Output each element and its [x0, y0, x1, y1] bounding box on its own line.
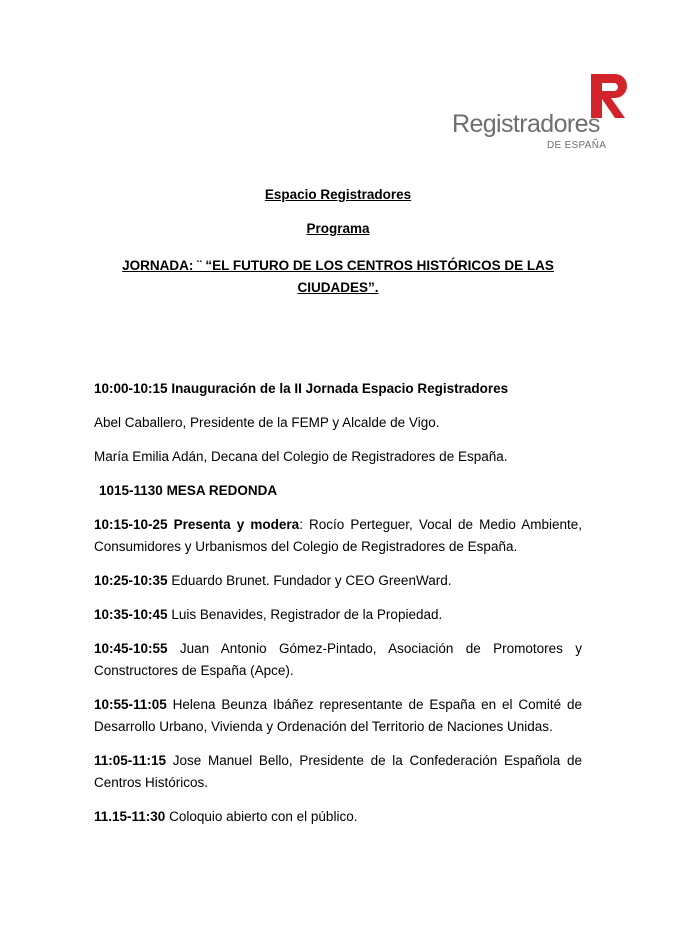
program-item: [94, 446, 582, 468]
program-section-heading: [94, 480, 582, 502]
program-item: [94, 570, 582, 592]
program-text: Abel Caballero, Presidente de la FEMP y Alcalde de Vigo.: [94, 415, 440, 430]
program-text: Helena Beunza Ibáñez representante de España en el Comité de Desarrollo Urbano, Vivienda y Ordenación del Territorio de Naciones Unidas.: [94, 697, 582, 734]
program-item: [94, 514, 582, 558]
program-item: [94, 412, 582, 434]
header-title: Espacio Registradores: [264, 187, 412, 202]
header-program: Programa: [306, 221, 370, 236]
program-time: 11:05-11:15: [94, 753, 167, 768]
program-text: Jose Manuel Bello, Presidente de la Confederación Española de Centros Históricos.: [94, 753, 582, 790]
program-text: Coloquio abierto con el público.: [165, 809, 358, 824]
program-text: Luis Benavides, Registrador de la Propiedad.: [167, 607, 443, 622]
program-text: : Rocío Perteguer, Vocal de Medio Ambiente, Consumidores y Urbanismos del Colegio de Registradores de España.: [94, 517, 582, 554]
header-jornada-line2: CIUDADES”.: [297, 280, 379, 295]
program-text: María Emilia Adán, Decana del Colegio de Registradores de España.: [94, 449, 508, 464]
program-time: 10:00-10:15: [94, 381, 168, 396]
program-body: [94, 378, 582, 840]
program-text: Inauguración de la II Jornada Espacio Registradores: [167, 381, 509, 396]
program-item: [94, 750, 582, 794]
registradores-logo: [452, 72, 642, 154]
program-text: Juan Antonio Gómez-Pintado, Asociación de Promotores y Constructores de España (Apce).: [94, 641, 582, 678]
program-item: [94, 694, 582, 738]
program-time: 11.15-11:30: [94, 809, 166, 824]
program-item: [94, 378, 582, 400]
program-time: 10:15-10-25 Presenta y modera: [94, 517, 300, 532]
header-jornada-line1: JORNADA: ¨ “EL FUTURO DE LOS CENTROS HISTÓRICOS DE LAS: [122, 258, 554, 273]
program-time: 1015-1130 MESA REDONDA: [99, 483, 278, 498]
program-time: 10:55-11:05: [94, 697, 167, 712]
program-item: [94, 806, 582, 828]
program-time: 10:45-10:55: [94, 641, 168, 656]
program-item: [94, 604, 582, 626]
program-time: 10:35-10:45: [94, 607, 168, 622]
program-text: Eduardo Brunet. Fundador y CEO GreenWard.: [167, 573, 452, 588]
logo-subtitle: DE ESPAÑA: [547, 140, 607, 151]
program-item: [94, 638, 582, 682]
logo-name: Registradores: [452, 110, 600, 138]
program-time: 10:25-10:35: [94, 573, 168, 588]
header-jornada: [94, 255, 582, 299]
